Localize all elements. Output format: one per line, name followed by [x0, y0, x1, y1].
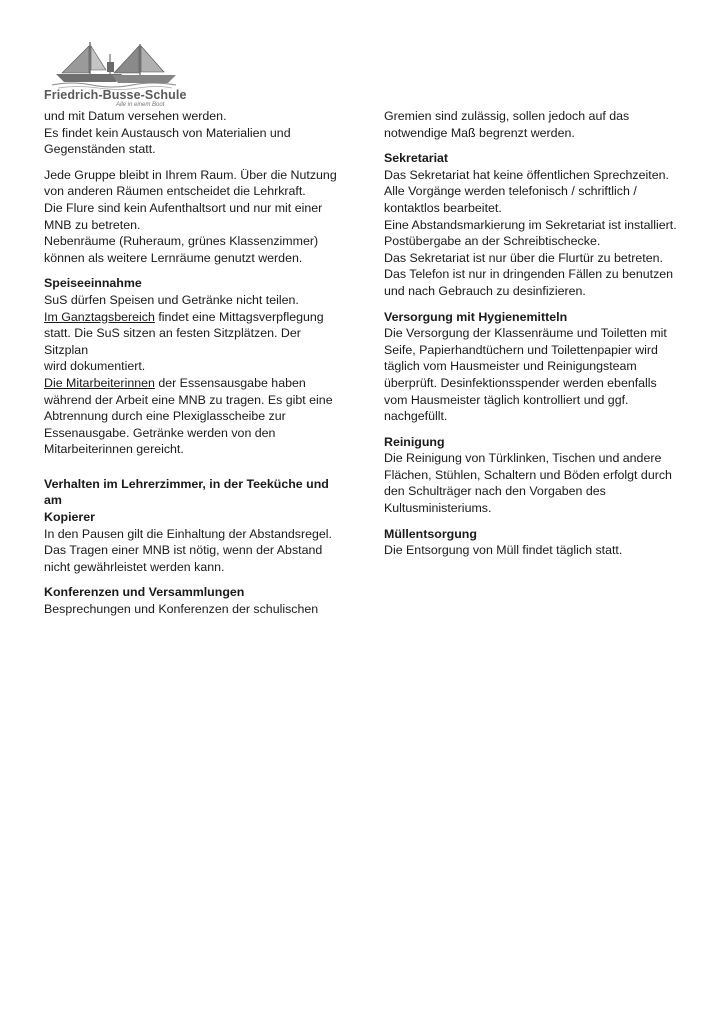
- text-line: Seife, Papierhandtüchern und Toilettenpapier wird: [384, 342, 658, 357]
- text-line: Mitarbeiterinnen gereicht.: [44, 442, 184, 457]
- text-line: überprüft. Desinfektionsspender werden ebenfalls: [384, 375, 657, 390]
- muell-paragraph: [384, 542, 694, 559]
- ganztag-term: Im Ganztagsbereich: [44, 309, 155, 324]
- lehrer-heading: [44, 476, 344, 526]
- text-line: Essenausgabe. Getränke werden von den: [44, 425, 276, 440]
- text-line: Die Versorgung der Klassenräume und Toiletten mit: [384, 326, 667, 341]
- speise-paragraph: [44, 292, 344, 458]
- text-line: nicht gewährleistet werden kann.: [44, 559, 225, 574]
- text-line: SuS dürfen Speisen und Getränke nicht teilen.: [44, 292, 299, 307]
- text-line: kontaktlos bearbeitet.: [384, 200, 502, 215]
- mitarbeiterinnen-term: Die Mitarbeiterinnen: [44, 375, 155, 390]
- text-line: Das Sekretariat hat keine öffentlichen Sprechzeiten.: [384, 167, 669, 182]
- text-line: vom Hausmeister täglich kontrolliert und ggf.: [384, 392, 629, 407]
- school-name: Friedrich-Busse-Schule: [44, 88, 187, 102]
- sekretariat-paragraph: [384, 167, 694, 300]
- reinigung-paragraph: [384, 450, 694, 516]
- text-line: Nebenräume (Ruheraum, grünes Klassenzimmer): [44, 234, 319, 249]
- text-line: findet eine Mittagsverpflegung: [154, 309, 324, 324]
- text-line: Das Sekretariat ist nur über die Flurtür zu betreten.: [384, 250, 663, 265]
- rooms-paragraph: [44, 167, 344, 267]
- text-line: Kultusministeriums.: [384, 501, 492, 516]
- heading-line: Verhalten im Lehrerzimmer, in der Teeküche und am: [44, 476, 329, 508]
- intro-paragraph: [44, 108, 344, 158]
- text-line: MNB zu betreten.: [44, 217, 141, 232]
- text-line: Das Telefon ist nur in dringenden Fällen zu benutzen: [384, 267, 674, 282]
- text-line: können als weitere Lernräume genutzt werden.: [44, 250, 303, 265]
- text-line: nachgefüllt.: [384, 409, 448, 424]
- text-line: Postübergabe an der Schreibtischecke.: [384, 234, 601, 249]
- text-line: den Schulträger nach den Vorgaben des: [384, 484, 606, 499]
- gremien-paragraph: [384, 108, 694, 141]
- left-column: [44, 108, 344, 627]
- text-line: statt. Die SuS sitzen an festen Sitzplätzen. Der Sitzplan: [44, 326, 301, 357]
- text-line: und nach Gebrauch zu desinfizieren.: [384, 283, 586, 298]
- text-line: Das Tragen einer MNB ist nötig, wenn der Abstand: [44, 543, 323, 558]
- reinigung-heading: Reinigung: [384, 434, 445, 449]
- text-line: Alle Vorgänge werden telefonisch / schriftlich /: [384, 184, 637, 199]
- speise-heading: Speiseeinnahme: [44, 276, 142, 291]
- text-line: Die Reinigung von Türklinken, Tischen und andere: [384, 451, 662, 466]
- text-line: von anderen Räumen entscheidet die Lehrkraft.: [44, 184, 306, 199]
- school-tagline: Alle in einem Boot: [116, 102, 165, 108]
- text-line: während der Arbeit eine MNB zu tragen. Es gibt eine: [44, 392, 333, 407]
- right-column: [384, 108, 694, 568]
- text-line: notwendige Maß begrenzt werden.: [384, 125, 575, 140]
- text-line: und mit Datum versehen werden.: [44, 109, 227, 123]
- sekretariat-heading: Sekretariat: [384, 151, 449, 166]
- konferenzen-paragraph: [44, 601, 344, 618]
- text-line: Gremien sind zulässig, sollen jedoch auf das: [384, 109, 630, 123]
- text-line: wird dokumentiert.: [44, 359, 146, 374]
- text-line: Eine Abstandsmarkierung im Sekretariat ist installiert.: [384, 217, 677, 232]
- text-line: Gegenständen statt.: [44, 142, 156, 157]
- text-line: Die Entsorgung von Müll findet täglich statt.: [384, 543, 623, 558]
- text-line: Die Flure sind kein Aufenthaltsort und nur mit einer: [44, 200, 323, 215]
- text-line: der Essensausgabe haben: [154, 375, 306, 390]
- text-line: täglich vom Hausmeister und Reinigungsteam: [384, 359, 637, 374]
- konferenzen-heading: Konferenzen und Versammlungen: [44, 585, 245, 600]
- heading-line: Kopierer: [44, 510, 95, 525]
- text-line: Es findet kein Austausch von Materialien und: [44, 125, 291, 140]
- hygiene-paragraph: [384, 325, 694, 425]
- sailing-ships-icon: [52, 40, 182, 90]
- muell-heading: Müllentsorgung: [384, 526, 477, 541]
- text-line: Jede Gruppe bleibt in Ihrem Raum. Über die Nutzung: [44, 167, 337, 182]
- school-logo: [44, 40, 187, 112]
- hygiene-heading: Versorgung mit Hygienemitteln: [384, 309, 568, 324]
- text-line: Besprechungen und Konferenzen der schulischen: [44, 602, 319, 617]
- text-line: Flächen, Stühlen, Schaltern und Böden erfolgt durch: [384, 467, 672, 482]
- text-line: Abtrennung durch eine Plexiglasscheibe zur: [44, 409, 286, 424]
- lehrer-paragraph: [44, 526, 344, 576]
- text-line: In den Pausen gilt die Einhaltung der Abstandsregel.: [44, 526, 332, 541]
